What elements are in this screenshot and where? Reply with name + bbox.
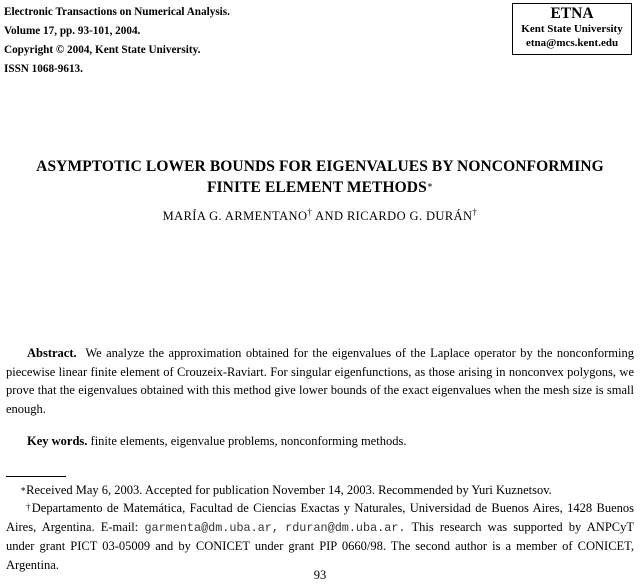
- title-line-2: [0, 177, 640, 198]
- author-conjunction: AND: [312, 209, 347, 223]
- author-1-mark: †: [307, 207, 313, 217]
- author-2: RICARDO G. DURÁN: [346, 209, 473, 223]
- footnote-rule: [6, 476, 66, 477]
- volume-info: Volume 17, pp. 93-101, 2004.: [4, 25, 141, 37]
- footnote-received: [6, 481, 634, 500]
- abstract-label: Abstract.: [27, 346, 77, 360]
- etna-university: Kent State University: [521, 23, 623, 35]
- journal-header: [4, 3, 230, 79]
- title-line-2-text: FINITE ELEMENT METHODS: [206, 179, 427, 196]
- author-2-mark: †: [472, 207, 478, 217]
- footnote-affiliation: [6, 499, 634, 574]
- keywords-text: finite elements, eigenvalue problems, nonconforming methods.: [90, 434, 407, 448]
- title-line-1: ASYMPTOTIC LOWER BOUNDS FOR EIGENVALUES BY NONCONFORMING: [36, 158, 604, 175]
- author-1: MARÍA G. ARMENTANO: [162, 209, 308, 223]
- abstract: [6, 344, 634, 418]
- keywords-label: Key words.: [27, 434, 88, 448]
- etna-email: etna@mcs.kent.edu: [525, 36, 619, 49]
- footnote-2-text-a: Departamento de Matemática, Facultad de Ciencias Exactas y Naturales, Universidad de Buenos Aires, 1428 Buenos Aires, Argentina. E-mail:: [6, 501, 634, 534]
- footnote-1-mark: ∗: [20, 484, 27, 494]
- etna-name: ETNA: [550, 5, 594, 22]
- email-duran[interactable]: rduran@dm.uba.ar.: [285, 520, 406, 535]
- paper-title: [0, 156, 640, 198]
- email-armentano[interactable]: garmenta@dm.uba.ar,: [144, 520, 279, 535]
- authors: [0, 209, 640, 224]
- copyright: Copyright © 2004, Kent State University.: [4, 44, 201, 56]
- page-number: 93: [313, 568, 327, 582]
- footnote-1-text: Received May 6, 2003. Accepted for publication November 14, 2003. Recommended by Yuri Kuznetsov.: [26, 483, 552, 497]
- journal-name: Electronic Transactions on Numerical Analysis.: [4, 6, 230, 18]
- keywords: [27, 434, 406, 449]
- issn: ISSN 1068-9613.: [4, 63, 83, 75]
- abstract-text: We analyze the approximation obtained for the eigenvalues of the Laplace operator by the nonconforming piecewise linear finite element of Crouzeix-Raviart. For singular eigenfunctions, as those arising in nonconvex polygons, we prove that the eigenvalues obtained with this method give lower bounds of the exact eigenvalues when the mesh size is small enough.: [6, 346, 634, 416]
- footnote-2-text-b: This research was supported by ANPCyT under grant PICT 03-05009 and by CONICET under grant PIP 0660/98. The second author is a member of CONICET, Argentina.: [6, 519, 635, 572]
- footnote-2-mark: †: [26, 502, 32, 512]
- etna-box: [512, 3, 632, 55]
- title-footnote-mark: ∗: [426, 180, 434, 190]
